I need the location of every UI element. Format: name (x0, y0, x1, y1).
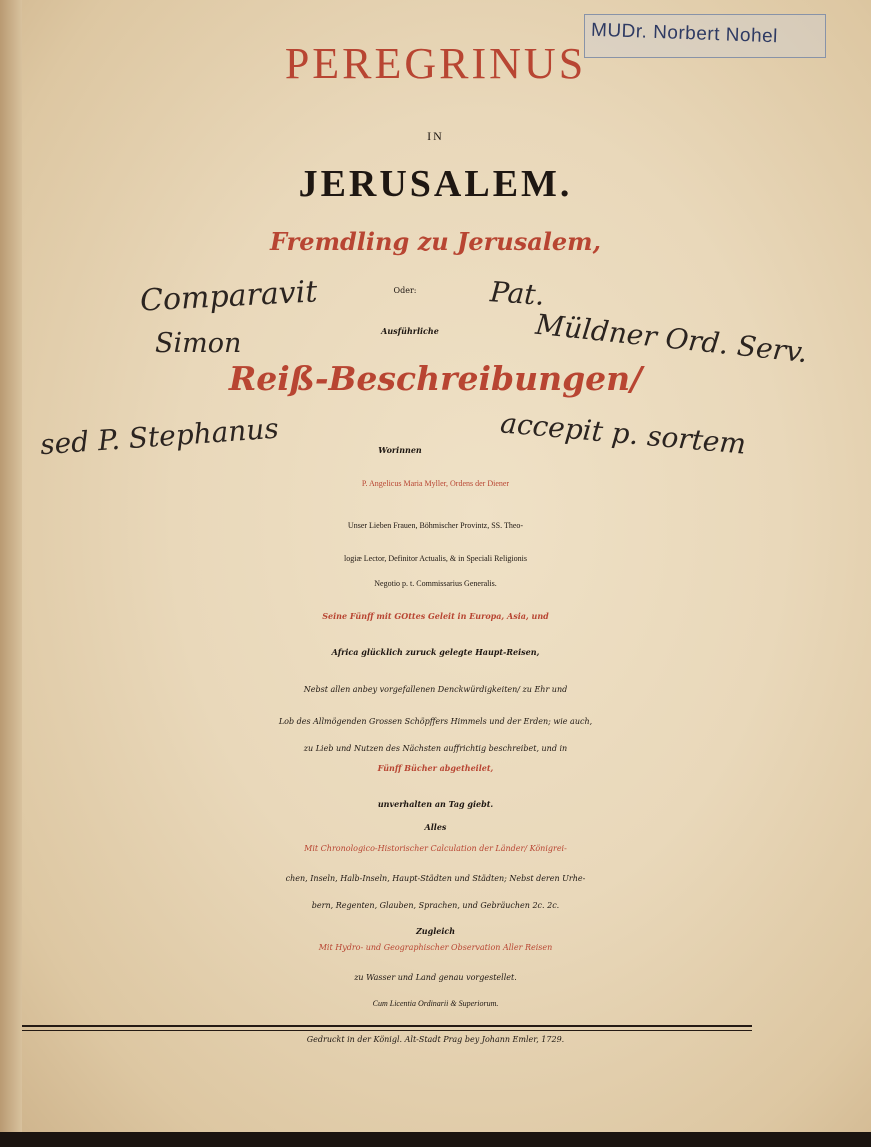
text-zugleich: Zugleich (415, 926, 456, 936)
page-bottom-edge (0, 1132, 871, 1147)
owner-stamp-text: MUDr. Norbert Nohel (590, 19, 779, 48)
text-oder: Oder: (393, 286, 417, 295)
divider-rule-bottom (22, 1030, 752, 1031)
text-lob: Lob des Allmögenden Grossen Schöpffers Himmels und der Erden; wie auch, (278, 717, 593, 726)
text-worinnen: Worinnen (378, 445, 422, 455)
text-chen-inseln: chen, Inseln, Halb-Inseln, Haupt-Städten und Städten; Nebst deren Urhe- (285, 874, 586, 883)
text-alles: Alles (424, 822, 447, 832)
text-unverhalten: unverhalten an Tag giebt. (377, 799, 494, 809)
text-logiae: logiæ Lector, Definitor Actualis, & in Speciali Religionis (344, 554, 527, 563)
handwriting-comparavit: Comparavit (139, 274, 319, 319)
handwriting-simon: Simon (155, 328, 242, 359)
title-peregrinus: PEREGRINUS (284, 39, 587, 88)
text-zu-wasser: zu Wasser und Land genau vorgestellet. (354, 973, 517, 982)
text-zu-lieb: zu Lieb und Nutzen des Nächsten auffrichtig beschreibet, und in (303, 744, 568, 753)
handwriting-stephanus: sed P. Stephanus (39, 411, 280, 462)
text-bern-regenten: bern, Regenten, Glauben, Sprachen, und Gebräuchen 2c. 2c. (311, 901, 560, 910)
handwriting-accepit: accepit p. sortem (499, 406, 748, 461)
handwriting-pat: Pat. (488, 275, 546, 312)
text-cum-licentia: Cum Licentia Ordinarii & Superiorum. (372, 999, 499, 1008)
divider-rule-top (22, 1025, 752, 1027)
text-fuenff-buecher: Fünff Bücher abgetheilet, (377, 763, 494, 773)
text-seine-fuenff: Seine Fünff mit GOttes Geleit in Europa, Asia, und (322, 611, 549, 621)
title-fremdling: Fremdling zu Jerusalem, (270, 227, 601, 256)
text-africa: Africa glücklich zuruck gelegte Haupt-Reisen, (331, 647, 540, 657)
text-ausfuehrliche: Ausführliche (381, 326, 439, 336)
handwriting-mueldner: Müldner Ord. Serv. (534, 307, 810, 370)
text-author: P. Angelicus Maria Myller, Ordens der Diener (361, 479, 510, 488)
text-reise-beschreibungen: Reiß-Beschreibungen/ (228, 359, 643, 398)
text-mit-hydro: Mit Hydro- und Geographischer Observation Aller Reisen (318, 943, 553, 952)
text-mit-chronologico: Mit Chronologico-Historischer Calculation der Länder/ Königrei- (304, 844, 567, 853)
text-nebst: Nebst allen anbey vorgefallenen Denckwürdigkeiten/ zu Ehr und (303, 685, 568, 694)
title-jerusalem: JERUSALEM. (298, 163, 573, 205)
text-imprint: Gedruckt in der Königl. Alt-Stadt Prag bey Johann Emler, 1729. (306, 1035, 565, 1044)
text-negotio: Negotio p. t. Commissarius Generalis. (374, 579, 497, 588)
title-in: IN (427, 129, 444, 143)
text-unser-lieben: Unser Lieben Frauen, Böhmischer Provintz, SS. Theo- (347, 521, 524, 530)
